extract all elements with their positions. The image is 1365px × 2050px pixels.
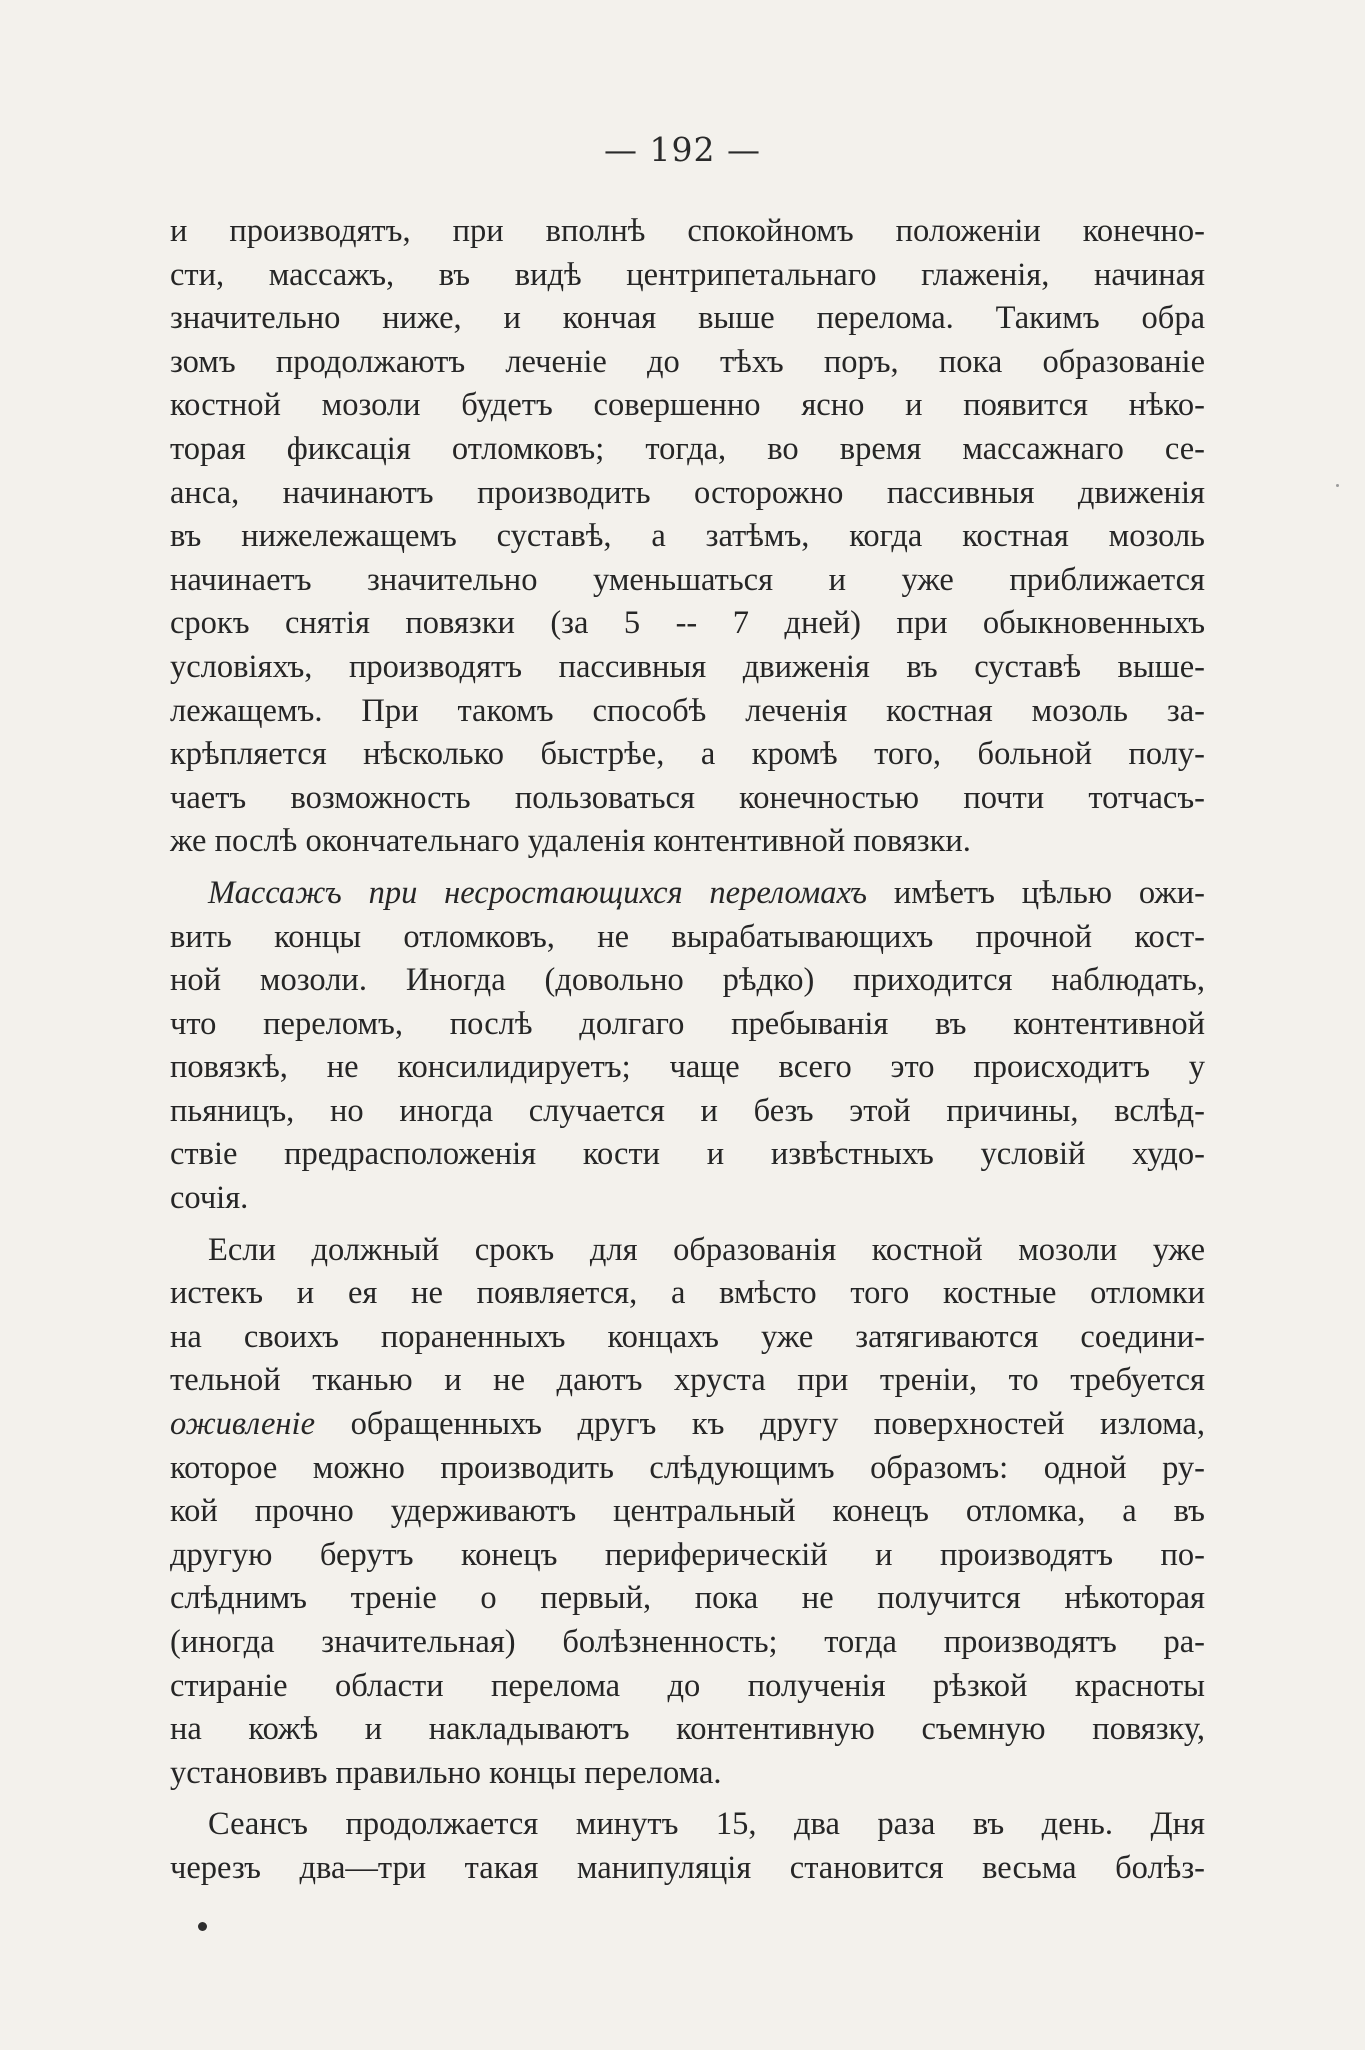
text-line: костной мозоли будетъ совершенно ясно и появится нѣко- <box>170 387 1205 424</box>
text-line: что переломъ, послѣ долгаго пребыванiя въ контентивной <box>170 1005 1205 1042</box>
text-line: и производятъ, при вполнѣ спокойномъ положенiи конечно- <box>170 213 1205 249</box>
text-line: въ нижележащемъ суставѣ, а затѣмъ, когда костная мозоль <box>170 518 1205 555</box>
text-line <box>170 872 1205 916</box>
text-line: стиранiе области перелома до полученiя рѣзкой красноты <box>170 1667 1205 1704</box>
text-line: которое можно производить слѣдующимъ образомъ: одной ру- <box>170 1449 1205 1486</box>
italic-heading: Массажъ при несростающихся переломахъ <box>208 874 868 911</box>
text-line: начинаетъ значительно уменьшаться и уже приближается <box>170 561 1205 598</box>
text-line: установивъ правильно концы перелома. <box>170 1754 722 1791</box>
page-number: — 192 — <box>604 130 761 169</box>
paragraph-4 <box>170 1803 1205 1890</box>
text-line: торая фиксацiя отломковъ; тогда, во время массажнаго се- <box>170 430 1205 467</box>
italic-term: оживленiе <box>170 1406 316 1443</box>
text-line: слѣднимъ тренiе о первый, пока не получится нѣкоторая <box>170 1580 1205 1617</box>
text-line: Сеансъ продолжается минутъ 15, два раза въ день. Дня <box>208 1806 1205 1843</box>
text-run: имѣетъ цѣлью ожи- <box>867 874 1205 911</box>
text-line: истекъ и ея не появляется, а вмѣсто того костные отломки <box>170 1275 1205 1312</box>
text-line: на кожѣ и накладываютъ контентивную съемную повязку, <box>170 1711 1205 1748</box>
body-text <box>170 210 1205 1891</box>
text-line: условiяхъ, производятъ пассивныя движенiя въ суставѣ выше- <box>170 648 1205 685</box>
text-line: срокъ снятiя повязки (за 5 -- 7 дней) при обыкновенныхъ <box>170 605 1205 642</box>
text-line: на своихъ пораненныхъ концахъ уже затягиваются соедини- <box>170 1318 1205 1355</box>
text-line <box>170 1403 1205 1447</box>
text-line: значительно ниже, и кончая выше перелома. Такимъ обра <box>170 300 1205 337</box>
paragraph-2 <box>170 872 1205 1221</box>
text-line: тельной тканью и не даютъ хруста при тренiи, то требуется <box>170 1362 1205 1399</box>
text-line: ной мозоли. Иногда (довольно рѣдко) приходится наблюдать, <box>170 962 1205 999</box>
text-line: лежащемъ. При такомъ способѣ леченiя костная мозоль за- <box>170 692 1205 729</box>
text-line: повязкѣ, не консилидируетъ; чаще всего это происходитъ у <box>170 1049 1205 1086</box>
paragraph-3 <box>170 1229 1205 1796</box>
text-line: кой прочно удерживаютъ центральный конецъ отломка, а въ <box>170 1493 1205 1530</box>
text-line: Если должный срокъ для образованiя костной мозоли уже <box>208 1231 1205 1268</box>
text-line: ствiе предрасположенiя кости и извѣстныхъ условiй худо- <box>170 1136 1205 1173</box>
text-line: крѣпляется нѣсколько быстрѣе, а кромѣ того, больной полу- <box>170 736 1205 773</box>
paragraph-1 <box>170 210 1205 864</box>
text-line: чаетъ возможность пользоваться конечностью почти тотчасъ- <box>170 779 1205 816</box>
text-line: анса, начинаютъ производить осторожно пассивныя движенiя <box>170 474 1205 511</box>
text-line: сти, массажъ, въ видѣ центрипетальнаго глаженiя, начиная <box>170 256 1205 293</box>
paper-speck <box>1336 484 1339 487</box>
text-run: обращенныхъ другъ къ другу поверхностей излома, <box>315 1406 1205 1443</box>
text-line: сочiя. <box>170 1180 249 1217</box>
text-line: (иногда значительная) болѣзненность; тогда производятъ ра- <box>170 1624 1205 1660</box>
text-line: вить концы отломковъ, не вырабатывающихъ прочной кост- <box>170 918 1205 955</box>
text-line: зомъ продолжаютъ леченiе до тѣхъ поръ, пока образованiе <box>170 343 1205 380</box>
text-line: черезъ два—три такая манипуляцiя становится весьма болѣз- <box>170 1849 1205 1886</box>
text-line: же послѣ окончательнаго удаленiя контентивной повязки. <box>170 823 971 860</box>
text-line: пьяницъ, но иногда случается и безъ этой причины, вслѣд- <box>170 1092 1205 1129</box>
ink-spot <box>198 1922 207 1931</box>
text-line: другую берутъ конецъ периферическiй и производятъ по- <box>170 1536 1205 1573</box>
